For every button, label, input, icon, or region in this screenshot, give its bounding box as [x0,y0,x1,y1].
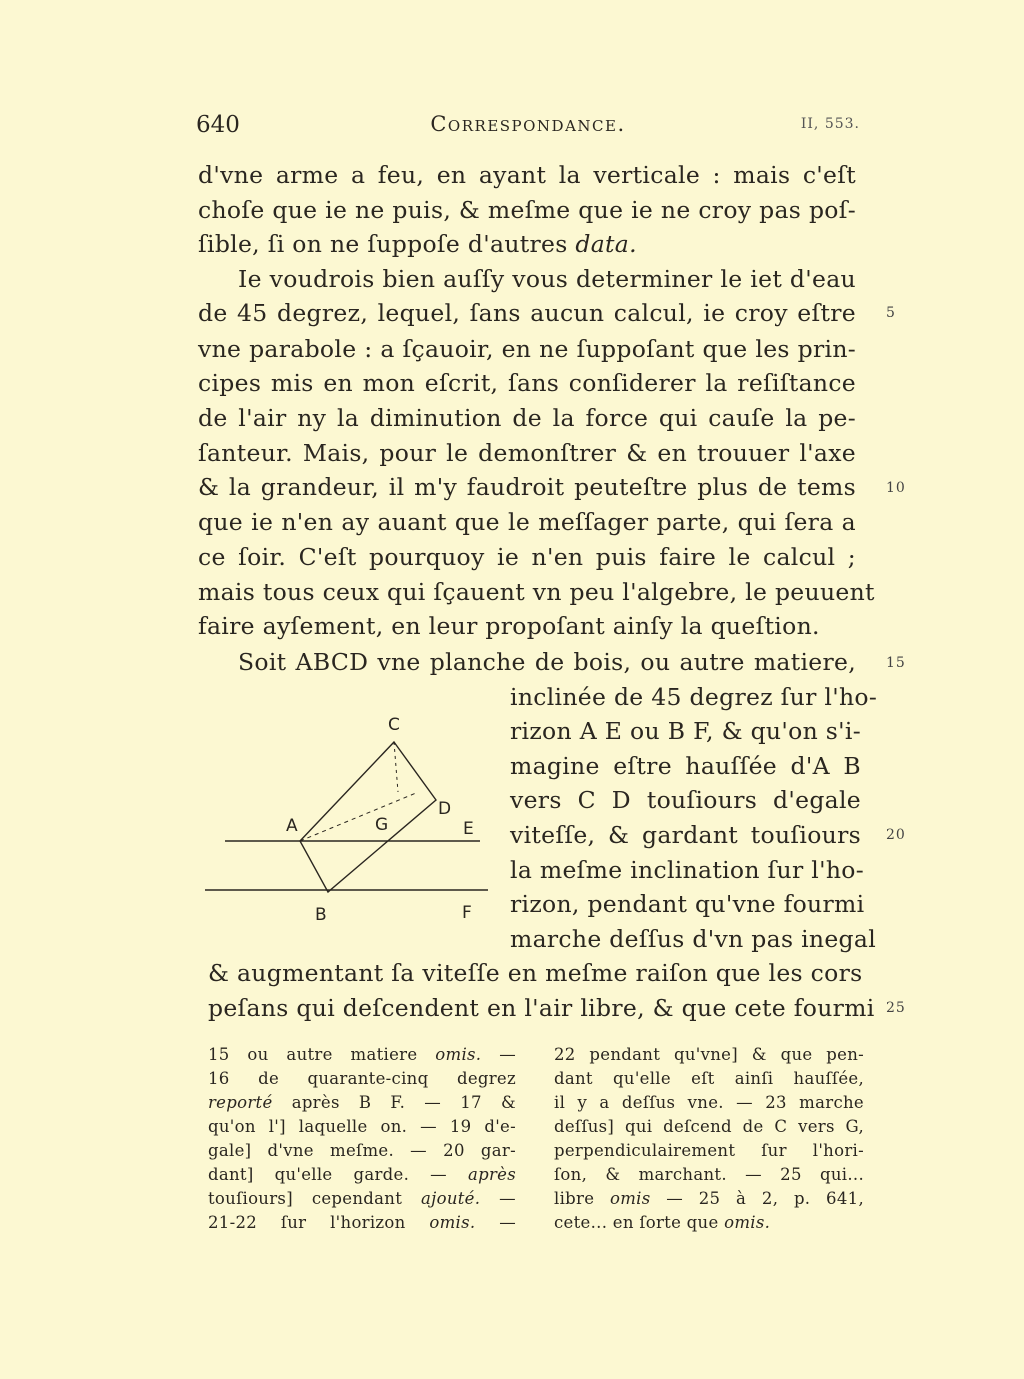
footnote-line: il y a deſſus vne. — 23 marche [554,1093,864,1112]
footnote-line: libre omis — 25 à 2, p. 641, [554,1189,864,1208]
label-e: E [463,819,474,839]
label-g: G [375,815,389,835]
body-line: ce ſoir. C'eſt pourquoy ie n'en puis faire le calcul ; [198,543,856,571]
label-d: D [438,799,452,819]
label-b: B [315,905,327,925]
body-line: que ie n'en ay auant que le meſſager parte, qui ſera a [198,508,856,536]
body-line: de l'air ny la diminution de la force qui cauſe la pe- [198,404,856,432]
footnote-line: 21-22 ſur l'horizon omis. — [208,1213,516,1232]
line-number: 15 [886,655,906,671]
body-line: choſe que ie ne puis, & meſme que ie ne croy pas poſ- [198,196,856,224]
running-title: Correspondance. [430,112,626,136]
body-line: peſans qui deſcendent en l'air libre, & que cete fourmi [208,994,875,1022]
body-line [198,229,856,259]
footnote-line: 22 pendant qu'vne] & que pen- [554,1045,864,1064]
body-line: rizon, pendant qu'vne fourmi [510,890,865,918]
footnote-line: touſiours] cependant ajouté. — [208,1189,516,1208]
inclined-plank [300,742,436,892]
body-line: mais tous ceux qui ſçauent vn peu l'algebre, le peuuent [198,578,875,606]
body-line: & la grandeur, il m'y faudroit peuteſtre plus de tems [198,473,856,501]
line-number: 25 [886,1000,906,1016]
line-number: 20 [886,827,906,843]
body-line: & augmentant ſa viteſſe en meſme raiſon que les cors [208,959,863,987]
body-line: vers C D touſiours d'egale [510,786,861,814]
footnote-line: ſon, & marchant. — 25 qui... [554,1165,864,1184]
page-reference: II, 553. [800,116,860,132]
body-line: faire ayſement, en leur propoſant ainſy la queſtion. [198,612,820,640]
body-line: cipes mis en mon eſcrit, ſans conſiderer la reſiſtance [198,369,856,397]
footnote-line: qu'on l'] laquelle on. — 19 d'e- [208,1117,516,1136]
body-line: rizon A E ou B F, & qu'on s'i- [510,717,861,745]
footnote-line: perpendiculairement ſur l'hori- [554,1141,864,1160]
body-line-text: ſible, ſi on ne ſuppoſe d'autres [198,230,568,258]
italic-word: data. [575,230,637,258]
cg-dashed-line [394,742,398,792]
body-line: vne parabole : a ſçauoir, en ne ſuppoſant que les prin- [198,335,856,363]
body-line: ſanteur. Mais, pour le demonſtrer & en trouuer l'axe [198,439,856,467]
label-a: A [286,816,298,836]
footnote-line: dant] qu'elle garde. — après [208,1165,516,1184]
line-number: 5 [886,305,896,321]
footnote-line: dant qu'elle eſt ainſi hauſſée, [554,1069,864,1088]
label-f: F [462,903,472,923]
body-line: la meſme inclination ſur l'ho- [510,856,864,884]
footnote-line: 16 de quarante-cinq degrez [208,1069,516,1088]
body-line: marche deſſus d'vn pas inegal [510,925,877,953]
page-number: 640 [196,112,240,138]
footnote-line: gale] d'vne meſme. — 20 gar- [208,1141,516,1160]
body-line: d'vne arme a feu, en ayant la verticale : mais c'eſt [198,161,856,189]
footnote-line: cete... en ſorte que omis. [554,1213,771,1232]
label-c: C [388,715,400,735]
footnote-line: 15 ou autre matiere omis. — [208,1045,516,1064]
footnote-line: reporté après B F. — 17 & [208,1093,516,1112]
footnotes-right [554,1043,864,1235]
body-line: viteſſe, & gardant touſiours [510,821,861,849]
body-line: Soit ABCD vne planche de bois, ou autre matiere, [238,648,856,676]
body-line: de 45 degrez, lequel, ſans aucun calcul, ie croy eſtre [198,299,856,327]
body-line: magine eſtre hauſſée d'A B [510,752,861,780]
body-line: inclinée de 45 degrez ſur l'ho- [510,683,878,711]
footnotes-left [208,1043,516,1235]
page-header [196,112,860,142]
body-line: Ie voudrois bien auſſy vous determiner le iet d'eau [238,265,856,293]
geometric-figure [200,700,500,940]
footnote-line: deſſus] qui deſcend de C vers G, [554,1117,864,1136]
line-number: 10 [886,480,906,496]
ag-dashed-line [300,793,416,841]
